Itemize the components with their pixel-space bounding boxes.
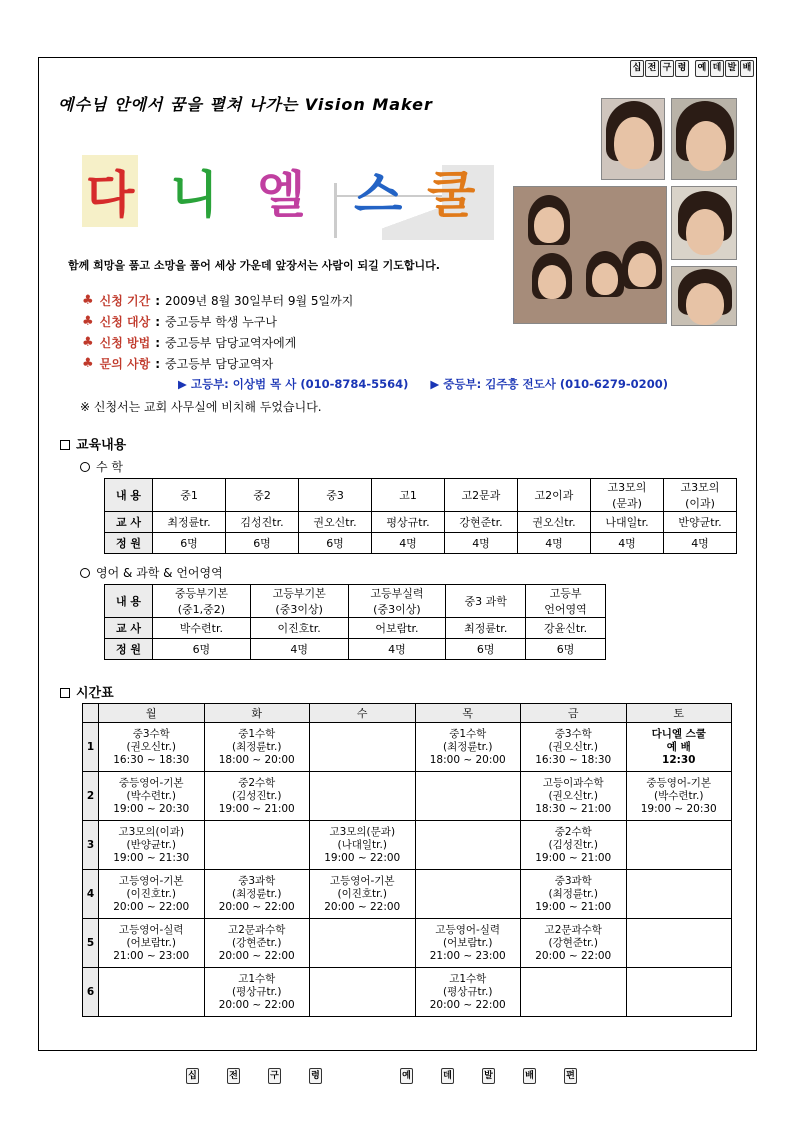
- schedule-cell: 고2문과수학 (강현준tr.) 20:00 ~ 22:00: [204, 919, 310, 968]
- schedule-table: [82, 703, 732, 1017]
- badge-group: [695, 60, 754, 77]
- badge-char: 령: [675, 60, 689, 77]
- section-title: 교육내용: [76, 438, 127, 453]
- schedule-cell: 고등이과수학 (권오신tr.) 18:30 ~ 21:00: [521, 772, 627, 821]
- banner-char: 스: [354, 165, 403, 224]
- schedule-row: [83, 919, 732, 968]
- schedule-cell: [310, 968, 416, 1017]
- table-cell: 6명: [153, 639, 251, 660]
- badge-char: 전: [645, 60, 659, 77]
- schedule-cell: 고등영어-실력 (어보람tr.) 21:00 ~ 23:00: [415, 919, 521, 968]
- table-cell: 4명: [372, 533, 445, 554]
- schedule-cell: 중등영어-기본 (박수련tr.) 19:00 ~ 20:30: [626, 772, 732, 821]
- schedule-cell: 중1수학 (최정륜tr.) 18:00 ~ 20:00: [415, 723, 521, 772]
- subsection-title: 수 학: [96, 460, 123, 474]
- contact-item: [430, 376, 668, 392]
- day-header: 목: [415, 704, 521, 723]
- period-number: 2: [83, 772, 99, 821]
- schedule-cell: [626, 870, 732, 919]
- schedule-cell: 중1수학 (최정륜tr.) 18:00 ~ 20:00: [204, 723, 310, 772]
- triangle-right-icon: ▶: [178, 377, 187, 391]
- student-photo: [513, 186, 667, 324]
- period-number: 1: [83, 723, 99, 772]
- english-table: [104, 584, 606, 660]
- application-info: [82, 290, 353, 374]
- table-cell: 6명: [299, 533, 372, 554]
- banner-char: 다: [82, 155, 138, 227]
- contact-item: [178, 376, 408, 392]
- table-cell: 6명: [226, 533, 299, 554]
- row-label: 교 사: [105, 618, 153, 639]
- table-cell: 고2이과: [518, 479, 591, 512]
- table-cell: 고등부실력 (중3이상): [348, 585, 446, 618]
- schedule-cell: [310, 772, 416, 821]
- schedule-row: [83, 968, 732, 1017]
- square-bullet-icon: [60, 688, 70, 698]
- table-cell: 고2문과: [445, 479, 518, 512]
- table-cell: 강윤신tr.: [526, 618, 606, 639]
- subsection-english: [80, 564, 223, 581]
- schedule-cell: [99, 968, 205, 1017]
- club-icon: ♣: [82, 356, 94, 371]
- badge-char: 데: [710, 60, 724, 77]
- badge-char: 편: [564, 1068, 577, 1084]
- day-header: 수: [310, 704, 416, 723]
- schedule-cell: [415, 870, 521, 919]
- row-label: 교 사: [105, 512, 153, 533]
- schedule-cell: [626, 821, 732, 870]
- day-header: 월: [99, 704, 205, 723]
- table-cell: 4명: [518, 533, 591, 554]
- table-cell: 어보람tr.: [348, 618, 446, 639]
- info-label: 신청 대상: [99, 315, 151, 329]
- circle-bullet-icon: [80, 568, 90, 578]
- badge-char: 예: [695, 60, 709, 77]
- info-row: ♣ 신청 방법 : 중고등부 담당교역자에게: [82, 335, 297, 350]
- student-photos: [513, 98, 739, 328]
- table-cell: 박수련tr.: [153, 618, 251, 639]
- table-cell: 4명: [445, 533, 518, 554]
- badge-char: 구: [268, 1068, 281, 1084]
- schedule-cell: [415, 772, 521, 821]
- row-label: 정 원: [105, 639, 153, 660]
- table-cell: 4명: [664, 533, 737, 554]
- schedule-cell: [626, 968, 732, 1017]
- period-number: 6: [83, 968, 99, 1017]
- banner-decoration: [334, 183, 337, 238]
- table-cell: 최정륜tr.: [153, 512, 226, 533]
- table-cell: 김성진tr.: [226, 512, 299, 533]
- table-cell: 고3모의 (문과): [591, 479, 664, 512]
- table-cell: 고1: [372, 479, 445, 512]
- club-icon: ♣: [82, 335, 94, 350]
- period-number: 3: [83, 821, 99, 870]
- school-banner: [82, 155, 494, 245]
- schedule-cell: 중3과학 (최정륜tr.) 19:00 ~ 21:00: [521, 870, 627, 919]
- table-cell: 중1: [153, 479, 226, 512]
- club-icon: ♣: [82, 314, 94, 329]
- square-bullet-icon: [60, 440, 70, 450]
- math-table: [104, 478, 737, 554]
- student-photo: [671, 266, 737, 326]
- info-value: 중고등부 담당교역자에게: [165, 336, 297, 350]
- info-value: 2009년 8월 30일부터 9월 5일까지: [165, 294, 354, 308]
- schedule-cell: [521, 968, 627, 1017]
- banner-char: 니: [170, 165, 219, 224]
- day-header: 화: [204, 704, 310, 723]
- table-row: [105, 512, 737, 533]
- schedule-cell: 고2문과수학 (강현준tr.) 20:00 ~ 22:00: [521, 919, 627, 968]
- section-education: [60, 434, 126, 453]
- badge-char: 구: [660, 60, 674, 77]
- schedule-row: [83, 723, 732, 772]
- schedule-cell: [204, 821, 310, 870]
- table-cell: 평상규tr.: [372, 512, 445, 533]
- schedule-cell: [626, 919, 732, 968]
- schedule-cell: 고1수학 (평상규tr.) 20:00 ~ 22:00: [204, 968, 310, 1017]
- table-cell: 중2: [226, 479, 299, 512]
- table-cell: 최정륜tr.: [446, 618, 526, 639]
- contact-text: 고등부: 이상범 목 사 (010-8784-5564): [190, 377, 409, 391]
- schedule-cell: 고1수학 (평상규tr.) 20:00 ~ 22:00: [415, 968, 521, 1017]
- triangle-right-icon: ▶: [430, 377, 440, 391]
- day-header: 토: [626, 704, 732, 723]
- table-cell: 중3: [299, 479, 372, 512]
- row-label: 정 원: [105, 533, 153, 554]
- subsection-title: 영어 & 과학 & 언어영역: [96, 566, 223, 580]
- day-header: 금: [521, 704, 627, 723]
- bottom-badges: [186, 1068, 577, 1084]
- schedule-cell: 고등영어-기본 (이진호tr.) 20:00 ~ 22:00: [99, 870, 205, 919]
- period-number: 5: [83, 919, 99, 968]
- schedule-cell: 고3모의(이과) (반양균tr.) 19:00 ~ 21:30: [99, 821, 205, 870]
- table-cell: 고등부기본 (중3이상): [250, 585, 348, 618]
- table-cell: 나대일tr.: [591, 512, 664, 533]
- table-cell: 4명: [591, 533, 664, 554]
- table-row: [105, 585, 606, 618]
- schedule-header: [83, 704, 732, 723]
- section-schedule: [60, 682, 114, 701]
- schedule-row: [83, 870, 732, 919]
- schedule-cell: 중2수학 (김성진tr.) 19:00 ~ 21:00: [204, 772, 310, 821]
- table-row: [105, 639, 606, 660]
- info-label: 신청 방법: [99, 336, 151, 350]
- table-cell: 고등부 언어영역: [526, 585, 606, 618]
- badge-char: 배: [523, 1068, 536, 1084]
- table-cell: 강현준tr.: [445, 512, 518, 533]
- banner-char: 엘: [257, 165, 306, 224]
- info-value: 중고등부 담당교역자: [165, 357, 274, 371]
- badge-char: 발: [725, 60, 739, 77]
- info-label: 문의 사항: [99, 357, 151, 371]
- table-cell: 중3 과학: [446, 585, 526, 618]
- info-value: 중고등부 학생 누구나: [165, 315, 277, 329]
- table-cell: 4명: [348, 639, 446, 660]
- badge-group: [630, 60, 689, 77]
- badge-char: 십: [630, 60, 644, 77]
- motto: 함께 희망을 품고 소망을 품어 세상 가운데 앞장서는 사람이 되길 기도합니다.: [68, 259, 440, 272]
- schedule-cell: 고등영어-기본 (이진호tr.) 20:00 ~ 22:00: [310, 870, 416, 919]
- table-cell: 반양균tr.: [664, 512, 737, 533]
- schedule-cell: 중3수학 (권오신tr.) 16:30 ~ 18:30: [521, 723, 627, 772]
- badge-char: 전: [227, 1068, 240, 1084]
- info-row: ♣ 신청 대상 : 중고등부 학생 누구나: [82, 314, 277, 329]
- schedule-cell: [310, 723, 416, 772]
- table-cell: 6명: [526, 639, 606, 660]
- schedule-corner: [83, 704, 99, 723]
- contact-text: 중등부: 김주흥 전도사 (010-6279-0200): [443, 377, 668, 391]
- badge-char: 십: [186, 1068, 199, 1084]
- badge-char: 데: [441, 1068, 454, 1084]
- info-row: ♣ 신청 기간 : 2009년 8월 30일부터 9월 5일까지: [82, 293, 354, 308]
- info-row: ♣ 문의 사항 : 중고등부 담당교역자: [82, 356, 274, 371]
- badge-char: 예: [400, 1068, 413, 1084]
- table-cell: 6명: [446, 639, 526, 660]
- contacts: [178, 376, 668, 392]
- section-title: 시간표: [76, 686, 114, 701]
- table-cell: 6명: [153, 533, 226, 554]
- schedule-cell: 중등영어-기본 (박수련tr.) 19:00 ~ 20:30: [99, 772, 205, 821]
- badge-char: 배: [740, 60, 754, 77]
- schedule-cell: 중3수학 (권오신tr.) 16:30 ~ 18:30: [99, 723, 205, 772]
- period-number: 4: [83, 870, 99, 919]
- schedule-cell: 고등영어-실력 (어보람tr.) 21:00 ~ 23:00: [99, 919, 205, 968]
- student-photo: [601, 98, 665, 180]
- row-label: 내 용: [105, 479, 153, 512]
- schedule-row: [83, 772, 732, 821]
- subsection-math: [80, 458, 123, 475]
- schedule-cell: [310, 919, 416, 968]
- schedule-cell: 다니엘 스쿨 예 배 12:30: [626, 723, 732, 772]
- info-label: 신청 기간: [99, 294, 151, 308]
- circle-bullet-icon: [80, 462, 90, 472]
- table-cell: 이진호tr.: [250, 618, 348, 639]
- club-icon: ♣: [82, 293, 94, 308]
- schedule-cell: 중2수학 (김성진tr.) 19:00 ~ 21:00: [521, 821, 627, 870]
- student-photo: [671, 98, 737, 180]
- table-cell: 권오신tr.: [518, 512, 591, 533]
- schedule-cell: 중3과학 (최정륜tr.) 20:00 ~ 22:00: [204, 870, 310, 919]
- slogan: 예수님 안에서 꿈을 펼쳐 나가는 Vision Maker: [58, 95, 433, 114]
- table-row: [105, 618, 606, 639]
- badge-char: 발: [482, 1068, 495, 1084]
- table-row: [105, 533, 737, 554]
- table-cell: 중등부기본 (중1,중2): [153, 585, 251, 618]
- note: ※ 신청서는 교회 사무실에 비치해 두었습니다.: [80, 400, 322, 414]
- student-photo: [671, 186, 737, 260]
- top-badges: [630, 60, 754, 77]
- badge-char: 령: [309, 1068, 322, 1084]
- table-cell: 4명: [250, 639, 348, 660]
- schedule-row: [83, 821, 732, 870]
- table-row: [105, 479, 737, 512]
- schedule-cell: [415, 821, 521, 870]
- row-label: 내 용: [105, 585, 153, 618]
- table-cell: 고3모의 (이과): [664, 479, 737, 512]
- banner-char: 쿨: [427, 165, 476, 224]
- table-cell: 권오신tr.: [299, 512, 372, 533]
- schedule-cell: 고3모의(문과) (나대일tr.) 19:00 ~ 22:00: [310, 821, 416, 870]
